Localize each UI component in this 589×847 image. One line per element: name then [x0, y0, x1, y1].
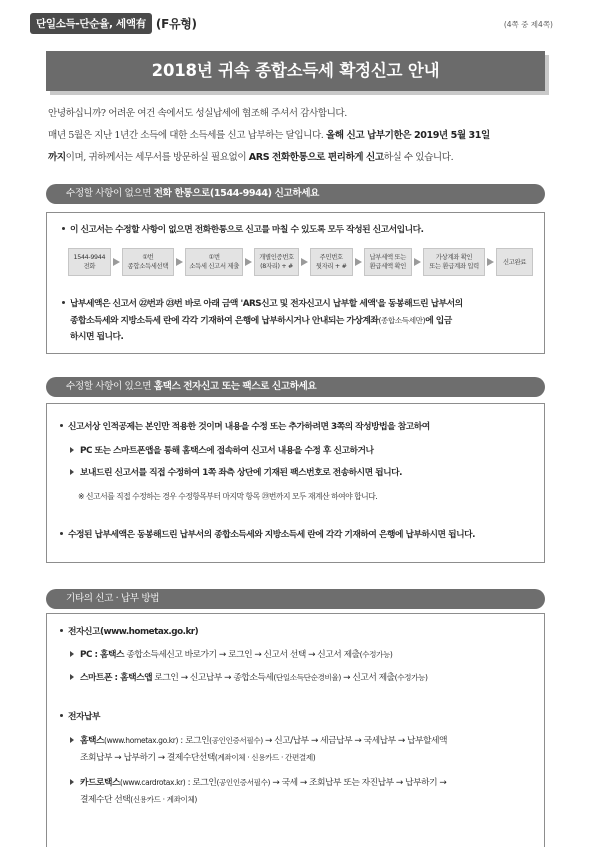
modify-point-1	[60, 419, 430, 436]
page-title: 2018년 귀속 종합소득세 확정신고 안내	[46, 51, 545, 91]
phone-point-2	[62, 296, 540, 346]
hometax-line-1	[70, 733, 540, 750]
epay-title	[60, 709, 100, 726]
triangle-right-icon	[70, 737, 74, 743]
step-line: 환급세액 확인	[369, 263, 407, 270]
point-line	[62, 329, 540, 346]
section-heading-phone	[46, 184, 545, 204]
step-line: 신고완료	[503, 258, 527, 266]
step-line: 가상계좌 확인	[435, 254, 473, 261]
step-line: 소득세 신고서 제출	[189, 263, 239, 270]
heading-bold-text: 전화 한통으로(1544-9944) 신고하세요	[153, 188, 319, 199]
cardrotax-note: (신용카드 · 계좌이체)	[130, 794, 197, 804]
sub-text: 보내드린 신고서를 직접 수정하여 1쪽 좌측 상단에 기재된 팩스번호로 전송하시면 됩니다.	[80, 468, 403, 478]
phone-point-1	[62, 222, 424, 239]
step-line: 납부세액 또는	[369, 254, 407, 261]
heading-text: 수정할 사항이 있으면	[66, 381, 154, 392]
heading-text: 수정할 사항이 없으면	[66, 188, 154, 199]
hometax-steps: → 신고/납부 → 세금납부 → 국세납부 → 납부할세액	[262, 736, 448, 746]
smartphone-steps: → 신고서 제출	[340, 673, 395, 683]
triangle-right-icon	[70, 651, 74, 657]
step-line: 주민번호	[319, 254, 343, 261]
step-line: 종합소득세선택	[127, 263, 169, 270]
pc-note: (수정가능)	[359, 650, 393, 659]
efile-title	[60, 624, 198, 641]
efile-smartphone	[70, 670, 428, 687]
hometax-url: (www.hometax.go.kr)	[104, 736, 179, 745]
bullet-icon	[60, 629, 63, 632]
hometax-line-2	[70, 750, 540, 767]
intro-text: 매년 5월은 지난 1년간 소득에 대한 소득세를 신고 납부하는 달입니다.	[48, 130, 326, 141]
smartphone-steps: 로그인 → 신고납부 → 종합소득세	[152, 673, 274, 683]
arrow-right-icon	[353, 257, 364, 268]
hometax-note: (공인인증서필수)	[209, 736, 263, 745]
epay-hometax	[70, 733, 540, 766]
page-number: (4쪽 중 제4쪽)	[503, 20, 553, 29]
step-line: ①번	[142, 254, 154, 261]
triangle-right-icon	[70, 779, 74, 785]
triangle-right-icon	[70, 674, 74, 680]
flow-step-complete	[496, 248, 533, 276]
smartphone-note: (단일소득단순경비율)	[273, 673, 341, 682]
step-line: (8자리) + #	[260, 263, 294, 270]
modify-note: ※ 신고서를 직접 수정하는 경우 수정항목부터 마지막 항목 ㉙번까지 모두 재계산 하여야 합니다.	[78, 492, 378, 501]
cardrotax-steps: 결제수단 선택	[80, 794, 131, 805]
flow-step-tax-confirm	[364, 248, 413, 276]
efile-pc	[70, 647, 392, 664]
arrow-right-icon	[174, 257, 185, 268]
arrow-right-icon	[412, 257, 423, 268]
cardrotax-note: (공인인증서필수)	[216, 778, 271, 787]
flow-step-select	[122, 248, 174, 276]
arrow-right-icon	[485, 257, 496, 268]
hometax-label: 홈택스	[80, 736, 104, 746]
cardrotax-line-2	[70, 792, 540, 809]
heading-bold-text: 홈택스 전자신고 또는 팩스로 신고하세요	[153, 381, 317, 392]
point-line	[62, 313, 540, 330]
point-text: 이 신고서는 수정할 사항이 없으면 전화한통으로 신고를 마칠 수 있도록 모두 작성된 신고서입니다.	[70, 225, 424, 235]
intro-paragraph	[48, 103, 548, 169]
section-heading-other	[46, 589, 545, 609]
point-text: 종합소득세와 지방소득세 란에 각각 기재하여 은행에 납부하시거나 안내되는 가상계좌	[70, 315, 379, 326]
bullet-icon	[60, 532, 63, 535]
intro-line-3	[48, 147, 548, 169]
form-type-label: (F유형)	[155, 17, 197, 31]
hometax-steps: : 로그인	[178, 736, 210, 746]
flow-step-submit	[185, 248, 243, 276]
pc-steps: 종합소득세신고 바로가기 → 로그인 → 신고서 선택 → 신고서 제출	[124, 650, 360, 660]
flow-step-auth-number	[254, 248, 299, 276]
step-line: 뒷자리 + #	[315, 263, 347, 270]
cardrotax-steps: : 로그인	[185, 778, 217, 788]
point-text: 에 입금	[425, 315, 452, 326]
bullet-icon	[62, 301, 65, 304]
intro-text: 하실 수 있습니다.	[383, 152, 454, 163]
modify-point-2	[60, 527, 475, 544]
pc-label: PC : 홈택스	[80, 650, 125, 660]
point-line	[62, 296, 540, 313]
smartphone-note: (수정가능)	[394, 673, 428, 682]
epay-title-text: 전자납부	[68, 712, 100, 722]
intro-line-1: 안녕하십니까? 어려운 여건 속에서도 성실납세에 협조해 주셔서 감사합니다.	[48, 108, 347, 119]
step-line: 또는 환급계좌 입력	[429, 263, 479, 270]
ars-highlight: ARS 전화한통으로 편리하게 신고	[248, 152, 384, 163]
efile-title-text: 전자신고(www.hometax.go.kr)	[68, 627, 199, 637]
arrow-right-icon	[243, 257, 254, 268]
modify-sub-1	[70, 443, 373, 460]
hometax-note: (계좌이체 · 신용카드 · 간편결제)	[214, 752, 316, 762]
income-type-label: 단일소득-단순율, 세액有	[30, 13, 152, 34]
arrow-right-icon	[299, 257, 310, 268]
deadline-text-end: 까지	[48, 152, 66, 163]
arrow-right-icon	[111, 257, 122, 268]
step-line: ①번	[208, 254, 220, 261]
intro-line-2	[48, 125, 548, 147]
cardrotax-line-1	[70, 775, 540, 792]
flow-step-account	[423, 248, 485, 276]
step-line: 1544-9944	[73, 254, 106, 261]
form-type-tag	[30, 13, 197, 34]
deadline-text: 올해 신고 납부기한은 2019년 5월 31일	[325, 130, 490, 141]
bullet-icon	[62, 227, 65, 230]
step-line: 개별인증번호	[259, 254, 294, 261]
flow-step-resident-number	[310, 248, 353, 276]
cardrotax-label: 카드로택스	[80, 778, 120, 788]
section-heading-modify	[46, 377, 545, 397]
intro-text: 이며, 귀하께서는 세무서를 방문하실 필요없이	[65, 152, 249, 163]
bullet-icon	[60, 424, 63, 427]
triangle-right-icon	[70, 469, 74, 475]
heading-text: 기타의 신고 · 납부 방법	[66, 593, 160, 604]
modify-sub-2	[70, 465, 402, 482]
point-text: 수정된 납부세액은 동봉해드린 납부서의 종합소득세와 지방소득세 란에 각각 기재하여 은행에 납부하시면 됩니다.	[68, 530, 475, 540]
smartphone-label: 스마트폰 : 홈택스앱	[80, 673, 153, 683]
ars-flow-diagram	[68, 248, 533, 276]
point-text: 신고서상 인적공제는 본인만 적용한 것이며 내용을 수정 또는 추가하려면 3쪽의 작성방법을 참고하여	[68, 422, 430, 432]
epay-cardrotax	[70, 775, 540, 808]
cardrotax-steps: → 국세 → 조회납부 또는 자진납부 → 납부하기 →	[270, 778, 447, 788]
flow-step-call	[68, 248, 111, 276]
point-text: 납부세액은 신고서 ㉒번과 ㉓번 바로 아래 금액 'ARS신고 및 전자신고시 납부할 세액'을 동봉해드린 납부서의	[70, 299, 463, 309]
triangle-right-icon	[70, 447, 74, 453]
step-line: 전화	[83, 263, 96, 270]
point-text: 하시면 됩니다.	[70, 332, 124, 342]
sub-text: PC 또는 스마트폰앱을 통해 홈택스에 접속하여 신고서 내용을 수정 후 신고하거나	[80, 446, 374, 456]
point-small-text: (종합소득세만)	[378, 315, 426, 325]
cardrotax-url: (www.cardrotax.kr)	[120, 778, 186, 787]
bullet-icon	[60, 714, 63, 717]
hometax-steps: 조회납부 → 납부하기 → 결제수단선택	[80, 752, 215, 763]
